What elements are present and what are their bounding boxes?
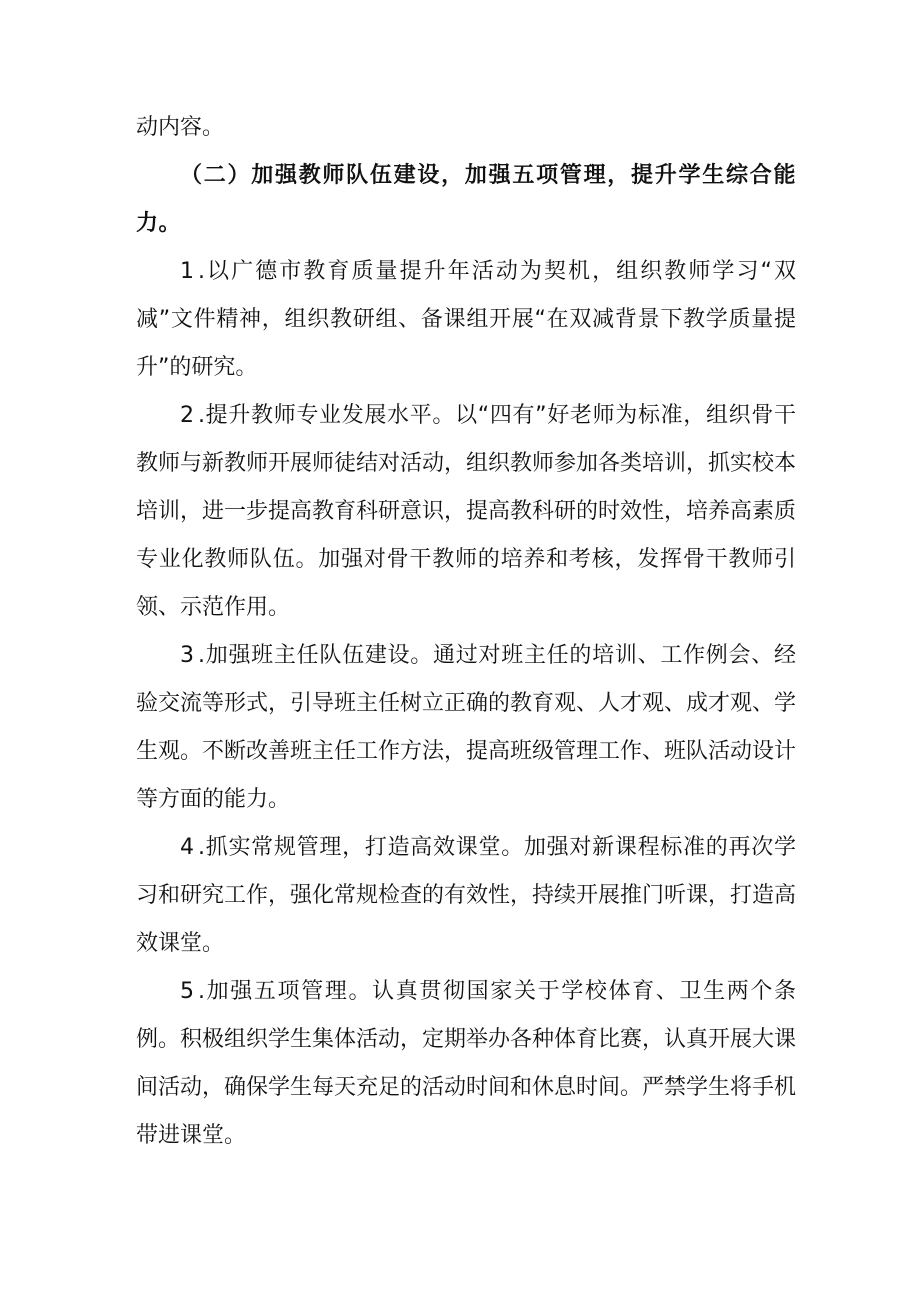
item-number: 2: [180, 403, 194, 428]
list-item-1: [136, 248, 796, 392]
item-number: 3: [180, 643, 194, 668]
document-body: [136, 104, 796, 1160]
list-item-4: [136, 824, 796, 968]
intro-tail-text: 动内容。: [136, 115, 225, 140]
item-number: 4: [180, 835, 194, 860]
section-heading-text: （二）加强教师队伍建设，加强五项管理，提升学生综合能力。: [136, 163, 796, 236]
item-text: .抓实常规管理，打造高效课堂。加强对新课程标准的再次学习和研究工作，强化常规检查的有效性，持续开展推门听课，打造高效课堂。: [136, 835, 797, 956]
item-number: 5: [180, 979, 194, 1004]
list-item-5: [136, 968, 796, 1160]
list-item-2: [136, 392, 796, 632]
item-text: .加强班主任队伍建设。通过对班主任的培训、工作例会、经验交流等形式，引导班主任树立正确的教育观、人才观、成才观、学生观。不断改善班主任工作方法，提高班级管理工作、班队活动设计等方面的能力。: [136, 643, 797, 812]
item-number: 1: [180, 259, 194, 284]
list-item-3: [136, 632, 796, 824]
item-text: .以广德市教育质量提升年活动为契机，组织教师学习“双减”文件精神，组织教研组、备课组开展“在双减背景下教学质量提升”的研究。: [136, 259, 796, 380]
item-text: .提升教师专业发展水平。以“四有”好老师为标准，组织骨干教师与新教师开展师徒结对活动，组织教师参加各类培训，抓实校本培训，进一步提高教育科研意识，提高教科研的时效性，培养高素质专业化教师队伍。加强对骨干教师的培养和考核，发挥骨干教师引领、示范作用。: [136, 403, 797, 620]
intro-tail-paragraph: [136, 104, 796, 152]
item-text: .加强五项管理。认真贯彻国家关于学校体育、卫生两个条例。积极组织学生集体活动，定期举办各种体育比赛，认真开展大课间活动，确保学生每天充足的活动时间和休息时间。严禁学生将手机带进课堂。: [136, 979, 797, 1148]
section-heading: [136, 152, 796, 248]
